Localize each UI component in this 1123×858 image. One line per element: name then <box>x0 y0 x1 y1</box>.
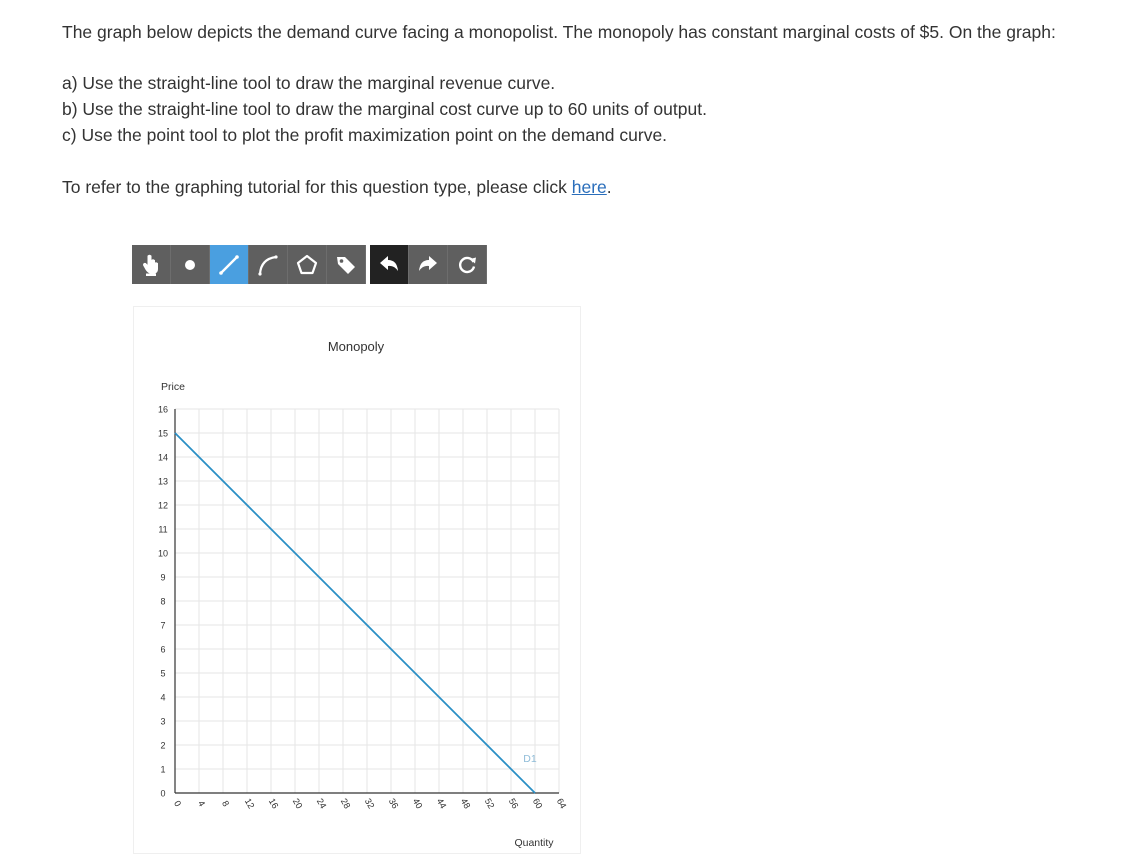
y-tick-label: 6 <box>160 644 166 655</box>
redo-arrow-icon <box>416 253 440 277</box>
x-tick-label: 8 <box>220 798 232 809</box>
tag-icon <box>334 253 358 277</box>
x-tick-label: 44 <box>434 796 449 811</box>
x-tick-label: 48 <box>458 796 473 811</box>
x-tick-label: 56 <box>506 796 521 811</box>
point-tool-button[interactable] <box>171 245 210 284</box>
graph-toolbar <box>132 245 487 284</box>
polygon-tool-button[interactable] <box>288 245 327 284</box>
x-tick-label: 64 <box>554 796 569 811</box>
curve-icon <box>256 253 280 277</box>
monopoly-chart[interactable] <box>134 307 580 853</box>
demand-curve-line[interactable] <box>175 433 535 793</box>
series-label: D1 <box>523 753 537 765</box>
line-tool-button[interactable] <box>210 245 249 284</box>
y-tick-label: 14 <box>157 452 169 463</box>
x-tick-label: 12 <box>242 796 257 811</box>
x-tick-label: 52 <box>482 796 497 811</box>
y-tick-label: 9 <box>160 572 166 583</box>
y-axis-label: Price <box>161 381 185 393</box>
y-tick-label: 10 <box>157 548 169 559</box>
tutorial-link[interactable]: here <box>571 177 607 197</box>
tutorial-line <box>62 176 612 198</box>
y-tick-label: 15 <box>157 428 169 439</box>
x-tick-label: 60 <box>530 796 545 811</box>
question-part-c: c) Use the point tool to plot the profit maximization point on the demand curve. <box>62 125 668 145</box>
y-tick-label: 1 <box>160 764 166 775</box>
grid <box>175 409 559 793</box>
undo-button[interactable] <box>370 245 409 284</box>
curve-tool-button[interactable] <box>249 245 288 284</box>
y-tick-label: 0 <box>160 788 166 799</box>
x-tick-label: 32 <box>362 796 377 811</box>
y-tick-label: 4 <box>160 692 166 703</box>
series-layer[interactable] <box>175 433 537 793</box>
tutorial-prefix: To refer to the graphing tutorial for this question type, please click <box>62 177 572 197</box>
refresh-icon <box>455 253 479 277</box>
x-tick-label: 36 <box>386 796 401 811</box>
y-tick-label: 8 <box>160 596 166 607</box>
point-icon <box>183 258 197 272</box>
y-tick-label: 5 <box>160 668 166 679</box>
x-tick-label: 28 <box>338 796 353 811</box>
redo-button[interactable] <box>409 245 448 284</box>
y-tick-label: 7 <box>160 620 166 631</box>
line-icon <box>217 253 241 277</box>
x-tick-labels <box>172 797 568 811</box>
question-part-b: b) Use the straight-line tool to draw the marginal cost curve up to 60 units of output. <box>62 99 707 119</box>
reset-button[interactable] <box>448 245 487 284</box>
y-tick-labels <box>158 405 168 799</box>
question-part-a: a) Use the straight-line tool to draw the marginal revenue curve. <box>62 73 556 93</box>
y-tick-label: 3 <box>160 716 166 727</box>
y-tick-label: 11 <box>158 524 168 535</box>
y-tick-label: 12 <box>157 500 169 511</box>
label-tool-button[interactable] <box>327 245 366 284</box>
move-tool-button[interactable] <box>132 245 171 284</box>
tutorial-suffix: . <box>606 177 612 197</box>
polygon-icon <box>295 253 319 277</box>
y-tick-label: 13 <box>157 476 169 487</box>
hand-pointer-icon <box>140 253 162 277</box>
graph-panel[interactable] <box>133 306 581 854</box>
x-tick-label: 40 <box>410 796 425 811</box>
x-axis-label: Quantity <box>514 837 554 849</box>
y-tick-label: 2 <box>160 740 166 751</box>
x-tick-label: 24 <box>314 796 329 811</box>
x-tick-label: 16 <box>266 796 281 811</box>
chart-title: Monopoly <box>327 339 385 354</box>
undo-arrow-icon <box>377 253 401 277</box>
question-intro: The graph below depicts the demand curve facing a monopolist. The monopoly has constant marginal costs of $5. On the graph: <box>62 22 1056 42</box>
x-tick-label: 20 <box>290 796 305 811</box>
x-tick-label: 0 <box>172 798 184 809</box>
x-tick-label: 4 <box>196 798 208 809</box>
y-tick-label: 16 <box>157 404 169 415</box>
